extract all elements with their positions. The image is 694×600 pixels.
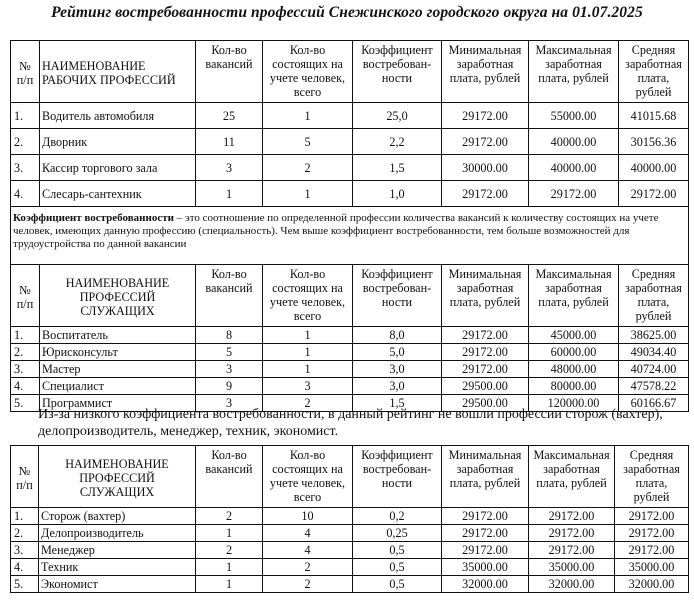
col-employees-name-header: НАИМЕНОВАНИЕ ПРОФЕССИЙ СЛУЖАЩИХ: [39, 446, 196, 508]
cell-coef: 1,0: [353, 181, 442, 207]
cell-name: Юрисконсульт: [40, 344, 196, 361]
note-text: – это соотношение по определенной профессии количества вакансий к количеству состоящих на учете человек, имеющих данную профессию (специальность). Чем выше коэффициент востребованности, тем больше возможностей для трудоустройства по данной вакансии: [13, 212, 659, 250]
cell-min-salary: 29172.00: [442, 542, 529, 559]
table-row: [11, 576, 689, 593]
col-vacancies-header: Кол-во вакансий: [196, 41, 263, 103]
cell-avg-salary: 60166.67: [619, 395, 689, 412]
note-term: Коэффициент востребованности: [13, 212, 174, 224]
excluded-professions-table: [10, 445, 689, 593]
coefficient-note: [11, 207, 689, 265]
cell-registered: 2: [263, 395, 353, 412]
col-registered-header: Кол-во состоящих на учете человек, всего: [263, 265, 353, 327]
cell-max-salary: 48000.00: [529, 361, 619, 378]
col-coef-header: Коэффициент востребован-ности: [353, 265, 442, 327]
col-coef-header: Коэффициент востребован-ности: [353, 41, 442, 103]
cell-vacancies: 1: [196, 559, 263, 576]
cell-min-salary: 29172.00: [442, 327, 529, 344]
table-row: [11, 525, 689, 542]
cell-avg-salary: 40000.00: [619, 155, 689, 181]
cell-name: Водитель автомобиля: [40, 103, 196, 129]
table-row: [11, 344, 689, 361]
employees-header-row: [11, 265, 689, 327]
ratings-table-main: [10, 40, 689, 412]
cell-max-salary: 60000.00: [529, 344, 619, 361]
table-row: [11, 327, 689, 344]
cell-coef: 8,0: [353, 327, 442, 344]
cell-num: 1.: [11, 103, 40, 129]
col-num-header: № п/п: [11, 265, 40, 327]
cell-coef: 3,0: [353, 361, 442, 378]
table-row: [11, 103, 689, 129]
cell-num: 3.: [11, 542, 39, 559]
cell-name: Менеджер: [39, 542, 196, 559]
cell-name: Воспитатель: [40, 327, 196, 344]
coefficient-note-row: [11, 207, 689, 265]
cell-num: 4.: [11, 181, 40, 207]
cell-avg-salary: 29172.00: [615, 525, 689, 542]
cell-num: 3.: [11, 155, 40, 181]
cell-vacancies: 2: [196, 542, 263, 559]
cell-max-salary: 32000.00: [529, 576, 615, 593]
cell-coef: 5,0: [353, 344, 442, 361]
cell-name: Делопроизводитель: [39, 525, 196, 542]
table-row: [11, 508, 689, 525]
cell-name: Экономист: [39, 576, 196, 593]
cell-vacancies: 3: [196, 395, 263, 412]
cell-registered: 2: [263, 559, 353, 576]
col-vacancies-header: Кол-во вакансий: [196, 265, 263, 327]
cell-max-salary: 29172.00: [529, 542, 615, 559]
col-avg-salary-header: Средняя заработная плата, рублей: [615, 446, 689, 508]
excluded-professions-paragraph: Из-за низкого коэффициента востребованности, в данный рейтинг не вошли профессии сторож (вахтер), делопроизводитель, менеджер, техник, экономист.: [38, 407, 663, 439]
cell-avg-salary: 38625.00: [619, 327, 689, 344]
col-registered-header: Кол-во состоящих на учете человек, всего: [263, 446, 353, 508]
cell-registered: 4: [263, 542, 353, 559]
cell-avg-salary: 32000.00: [615, 576, 689, 593]
page-title: Рейтинг востребованности профессий Снежинского городского округа на 01.07.2025: [51, 4, 643, 21]
cell-vacancies: 2: [196, 508, 263, 525]
cell-name: Специалист: [40, 378, 196, 395]
cell-num: 3.: [11, 361, 40, 378]
col-avg-salary-header: Средняя заработная плата, рублей: [619, 41, 689, 103]
cell-num: 4.: [11, 559, 39, 576]
col-vacancies-header: Кол-во вакансий: [196, 446, 263, 508]
cell-min-salary: 30000.00: [442, 155, 529, 181]
col-employees-name-header: НАИМЕНОВАНИЕ ПРОФЕССИЙ СЛУЖАЩИХ: [40, 265, 196, 327]
cell-coef: 25,0: [353, 103, 442, 129]
cell-vacancies: 5: [196, 344, 263, 361]
col-num-header: № п/п: [11, 446, 39, 508]
cell-min-salary: 29172.00: [442, 508, 529, 525]
cell-max-salary: 29172.00: [529, 181, 619, 207]
cell-max-salary: 55000.00: [529, 103, 619, 129]
cell-avg-salary: 40724.00: [619, 361, 689, 378]
table-row: [11, 559, 689, 576]
cell-num: 2.: [11, 129, 40, 155]
cell-registered: 4: [263, 525, 353, 542]
cell-avg-salary: 30156.36: [619, 129, 689, 155]
table-row: [11, 361, 689, 378]
cell-registered: 3: [263, 378, 353, 395]
cell-registered: 5: [263, 129, 353, 155]
col-registered-header: Кол-во состоящих на учете человек, всего: [263, 41, 353, 103]
cell-num: 2.: [11, 525, 39, 542]
col-max-salary-header: Максимальная заработная плата, рублей: [529, 265, 619, 327]
cell-avg-salary: 47578.22: [619, 378, 689, 395]
cell-min-salary: 29172.00: [442, 129, 529, 155]
table-row: [11, 181, 689, 207]
col-num-header: № п/п: [11, 41, 40, 103]
cell-min-salary: 29172.00: [442, 344, 529, 361]
cell-min-salary: 32000.00: [442, 576, 529, 593]
col-min-salary-header: Минимальная заработная плата, рублей: [442, 446, 529, 508]
cell-registered: 1: [263, 327, 353, 344]
table-row: [11, 155, 689, 181]
cell-name: Программист: [40, 395, 196, 412]
cell-registered: 10: [263, 508, 353, 525]
cell-avg-salary: 41015.68: [619, 103, 689, 129]
cell-vacancies: 3: [196, 361, 263, 378]
cell-avg-salary: 49034.40: [619, 344, 689, 361]
excluded-header-row: [11, 446, 689, 508]
cell-coef: 0,5: [353, 542, 442, 559]
cell-max-salary: 29172.00: [529, 525, 615, 542]
cell-coef: 0,25: [353, 525, 442, 542]
cell-avg-salary: 35000.00: [615, 559, 689, 576]
cell-name: Дворник: [40, 129, 196, 155]
cell-name: Техник: [39, 559, 196, 576]
cell-coef: 0,5: [353, 576, 442, 593]
cell-coef: 3,0: [353, 378, 442, 395]
cell-max-salary: 45000.00: [529, 327, 619, 344]
cell-min-salary: 29500.00: [442, 378, 529, 395]
cell-max-salary: 120000.00: [529, 395, 619, 412]
cell-coef: 0,2: [353, 508, 442, 525]
cell-avg-salary: 29172.00: [615, 542, 689, 559]
cell-coef: 1,5: [353, 395, 442, 412]
cell-vacancies: 11: [196, 129, 263, 155]
cell-registered: 1: [263, 181, 353, 207]
cell-min-salary: 29172.00: [442, 361, 529, 378]
cell-max-salary: 80000.00: [529, 378, 619, 395]
table-row: [11, 129, 689, 155]
cell-vacancies: 9: [196, 378, 263, 395]
cell-registered: 2: [263, 155, 353, 181]
cell-coef: 2,2: [353, 129, 442, 155]
cell-num: 1.: [11, 327, 40, 344]
cell-max-salary: 29172.00: [529, 508, 615, 525]
cell-vacancies: 1: [196, 525, 263, 542]
cell-registered: 2: [263, 576, 353, 593]
col-workers-name-header: НАИМЕНОВАНИЕ РАБОЧИХ ПРОФЕССИЙ: [40, 41, 196, 103]
col-max-salary-header: Максимальная заработная плата, рублей: [529, 41, 619, 103]
cell-num: 2.: [11, 344, 40, 361]
cell-registered: 1: [263, 361, 353, 378]
cell-registered: 1: [263, 103, 353, 129]
col-coef-header: Коэффициент востребован-ности: [353, 446, 442, 508]
col-min-salary-header: Минимальная заработная плата, рублей: [442, 265, 529, 327]
cell-min-salary: 35000.00: [442, 559, 529, 576]
cell-vacancies: 25: [196, 103, 263, 129]
workers-header-row: [11, 41, 689, 103]
cell-registered: 1: [263, 344, 353, 361]
cell-min-salary: 29172.00: [442, 103, 529, 129]
cell-max-salary: 35000.00: [529, 559, 615, 576]
cell-avg-salary: 29172.00: [619, 181, 689, 207]
table-row: [11, 378, 689, 395]
col-max-salary-header: Максимальная заработная плата, рублей: [529, 446, 615, 508]
cell-min-salary: 29172.00: [442, 525, 529, 542]
cell-num: 5.: [11, 395, 40, 412]
cell-min-salary: 29500.00: [442, 395, 529, 412]
cell-vacancies: 1: [196, 181, 263, 207]
cell-min-salary: 29172.00: [442, 181, 529, 207]
cell-coef: 1,5: [353, 155, 442, 181]
col-avg-salary-header: Средняя заработная плата, рублей: [619, 265, 689, 327]
cell-name: Сторож (вахтер): [39, 508, 196, 525]
col-min-salary-header: Минимальная заработная плата, рублей: [442, 41, 529, 103]
cell-name: Слесарь-сантехник: [40, 181, 196, 207]
table-row: [11, 542, 689, 559]
cell-max-salary: 40000.00: [529, 155, 619, 181]
cell-num: 1.: [11, 508, 39, 525]
cell-name: Кассир торгового зала: [40, 155, 196, 181]
cell-name: Мастер: [40, 361, 196, 378]
cell-vacancies: 1: [196, 576, 263, 593]
cell-max-salary: 40000.00: [529, 129, 619, 155]
cell-num: 4.: [11, 378, 40, 395]
cell-vacancies: 3: [196, 155, 263, 181]
cell-avg-salary: 29172.00: [615, 508, 689, 525]
cell-vacancies: 8: [196, 327, 263, 344]
cell-coef: 0,5: [353, 559, 442, 576]
cell-num: 5.: [11, 576, 39, 593]
